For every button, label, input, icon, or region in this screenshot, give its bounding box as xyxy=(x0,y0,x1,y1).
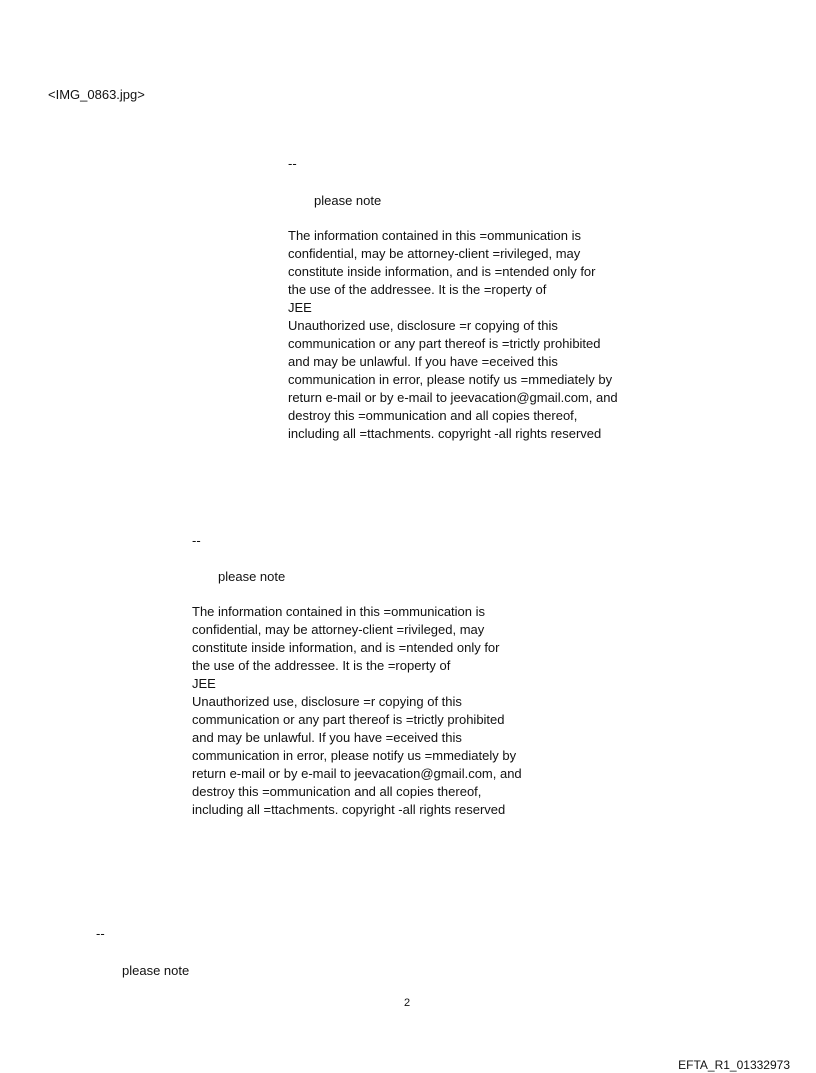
please-note-heading-1: please note xyxy=(314,193,382,208)
separator-3: -- xyxy=(96,926,105,941)
document-id: EFTA_R1_01332973 xyxy=(678,1058,790,1072)
please-note-heading-3: please note xyxy=(122,963,190,978)
attachment-filename: <IMG_0863.jpg> xyxy=(48,87,145,102)
confidentiality-notice-1: The information contained in this =ommunication is confidential, may be attorney-client =rivileged, may constitute inside information, and is =ntended only for the use of the addressee. It is the =roperty of JEE Unauthorized use, disclosure =r copying of this communication or any part thereof is =trictly prohibited and may be unlawful. If you have =eceived this communication in error, please notify us =mmediately by return e-mail or by e-mail to jeevacation@gmail.com, and destroy this =ommunication and all copies thereof, including all =ttachments. copyright -all rights reserved xyxy=(288,228,618,441)
confidentiality-notice-2: The information contained in this =ommunication is confidential, may be attorney-client =rivileged, may constitute inside information, and is =ntended only for the use of the addressee. It is the =roperty of JEE Unauthorized use, disclosure =r copying of this communication or any part thereof is =trictly prohibited and may be unlawful. If you have =eceived this communication in error, please notify us =mmediately by return e-mail or by e-mail to jeevacation@gmail.com, and destroy this =ommunication and all copies thereof, including all =ttachments. copyright -all rights reserved xyxy=(192,604,522,817)
page-number: 2 xyxy=(404,997,411,1009)
please-note-heading-2: please note xyxy=(218,569,286,584)
separator-1: -- xyxy=(288,156,297,171)
separator-2: -- xyxy=(192,533,201,548)
